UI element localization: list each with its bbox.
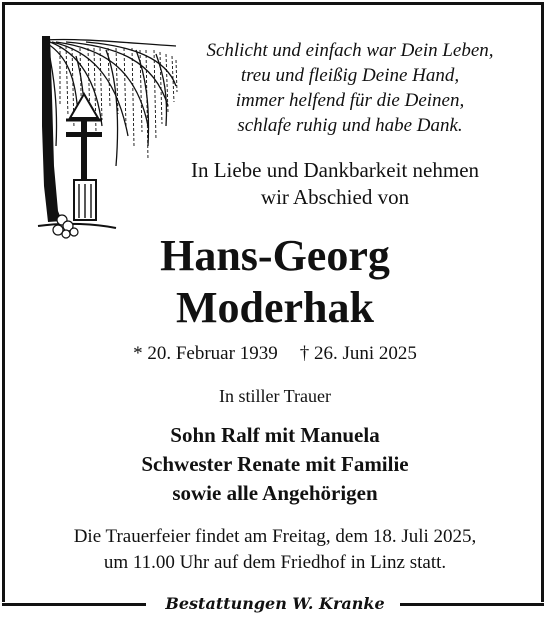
- willow-tree-cross-icon: [36, 36, 180, 246]
- poem-line: schlafe ruhig und habe Dank.: [237, 115, 463, 136]
- deceased-last-name: Moderhak: [176, 283, 374, 332]
- intro-line: wir Abschied von: [260, 185, 410, 209]
- mourner-entry: sowie alle Angehörigen: [172, 481, 378, 505]
- birth-date: * 20. Februar 1939: [133, 343, 278, 364]
- footer: [0, 591, 550, 617]
- intro-line: In Liebe und Dankbarkeit nehmen: [190, 158, 480, 182]
- funeral-line: Die Trauerfeier findet am Freitag, dem 18. Juli 2025,: [73, 526, 477, 547]
- life-dates: [0, 342, 550, 366]
- funeral-info: [0, 524, 550, 576]
- poem-line: Schlicht und einfach war Dein Leben,: [206, 40, 494, 61]
- mourner-entry: Schwester Renate mit Familie: [141, 452, 409, 476]
- mourners-list: [0, 421, 550, 508]
- farewell-intro: [150, 157, 520, 211]
- mourning-line: In stiller Trauer: [219, 386, 331, 406]
- footer-rule-left: [2, 603, 146, 606]
- death-date: † 26. Juni 2025: [299, 343, 417, 364]
- mourner-entry: Sohn Ralf mit Manuela: [170, 423, 380, 447]
- funeral-line: um 11.00 Uhr auf dem Friedhof in Linz statt.: [103, 552, 447, 573]
- poem-line: immer helfend für die Deinen,: [235, 90, 465, 111]
- poem: [180, 38, 520, 138]
- poem-line: treu und fleißig Deine Hand,: [240, 65, 460, 86]
- deceased-first-name: Hans-Georg: [160, 231, 390, 280]
- undertaker-name: Bestattungen W. Kranke: [165, 594, 385, 613]
- footer-rule-right: [400, 603, 544, 606]
